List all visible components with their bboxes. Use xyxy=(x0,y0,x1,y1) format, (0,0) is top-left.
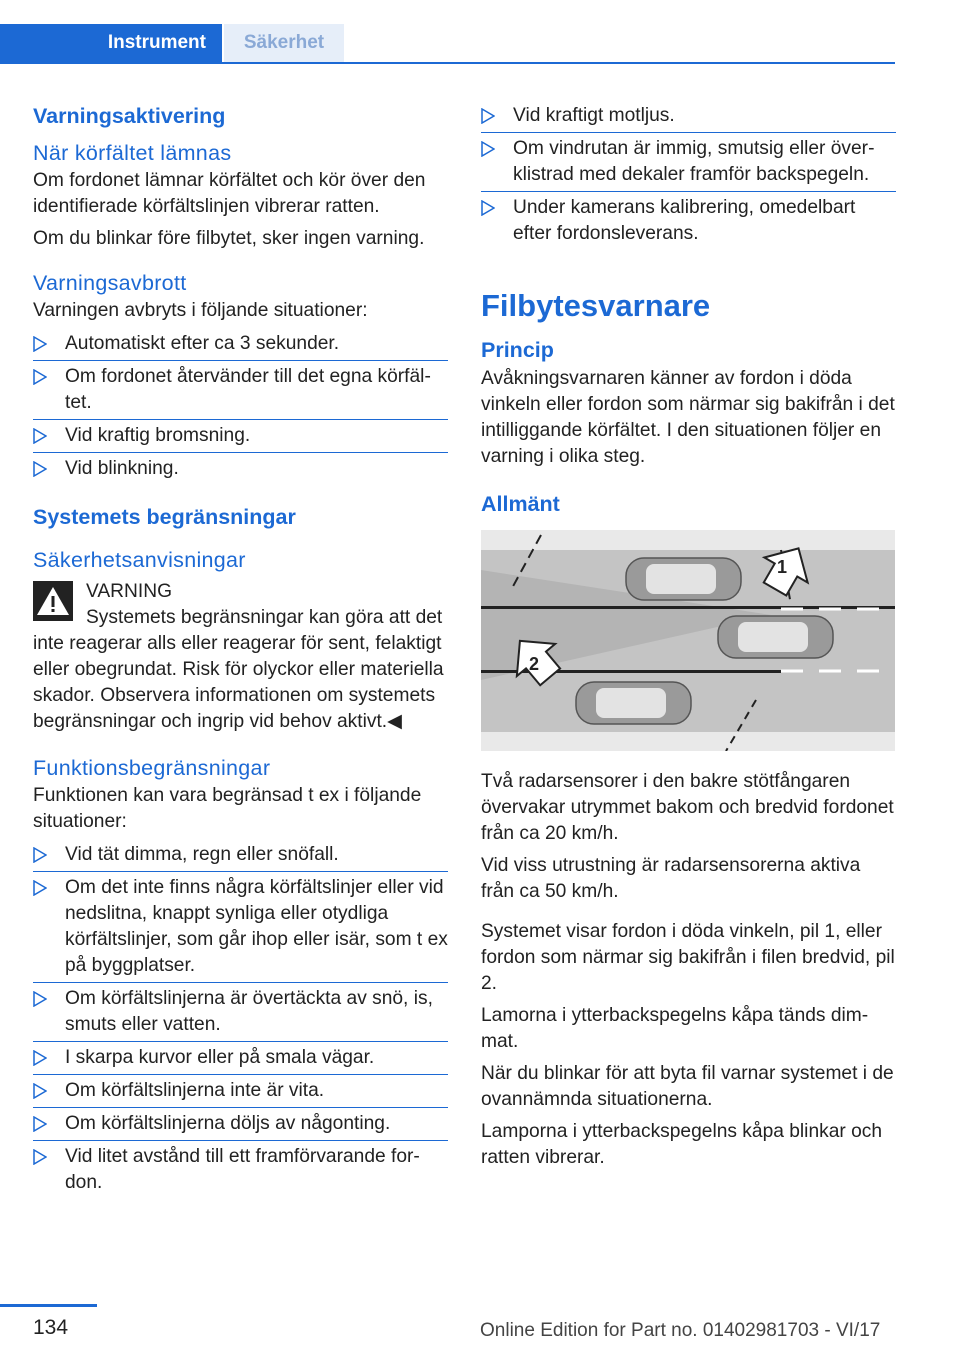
bullet-triangle-icon xyxy=(33,1149,47,1165)
list-item-text: Vid litet avstånd till ett framförvarande fordon. xyxy=(65,1146,420,1193)
list-item-text: Om det inte finns några körfältslinjer eller vid nedslitna, knappt synliga eller otydliga körfältslinjer, som går ihop eller isär, som t ex på byggplatser. xyxy=(65,877,448,976)
list-item xyxy=(33,328,448,361)
bullet-triangle-icon xyxy=(481,141,495,157)
tab-instrument[interactable] xyxy=(0,24,222,62)
bullet-triangle-icon xyxy=(33,1083,47,1099)
bullet-triangle-icon xyxy=(33,428,47,444)
heading-varningsaktivering: Varningsaktivering xyxy=(33,104,226,128)
heading-allmant: Allmänt xyxy=(481,492,560,516)
bullet-triangle-icon xyxy=(33,369,47,385)
heading-princip: Princip xyxy=(481,338,554,362)
list-item xyxy=(33,839,448,872)
paragraph: Varningen avbryts i följande situationer: xyxy=(33,300,368,321)
bullet-triangle-icon xyxy=(481,108,495,124)
list-item xyxy=(33,1042,448,1075)
paragraph: Om du blinkar före filbytet, sker ingen varning. xyxy=(33,228,425,249)
list-item xyxy=(33,453,448,485)
list-item-text: Om körfältslinjerna inte är vita. xyxy=(65,1080,325,1101)
lane-change-illustration xyxy=(481,530,895,751)
paragraph: Funktionen kan vara begränsad t ex i följande situationer: xyxy=(33,785,422,832)
list-item xyxy=(33,983,448,1042)
paragraph: Vid viss utrustning är radarsensorerna aktiva från ca 50 km/h. xyxy=(481,855,861,902)
list-item xyxy=(481,192,896,250)
heading-nar-korfaltet: När körfältet lämnas xyxy=(33,141,232,165)
bullet-triangle-icon xyxy=(33,1116,47,1132)
paragraph: Lamporna i ytterbackspegelns kåpa blinkar och ratten vibrerar. xyxy=(481,1121,883,1168)
heading-systemets-begransningar: Systemets begränsningar xyxy=(33,505,296,529)
heading-varningsavbrott: Varningsavbrott xyxy=(33,271,187,295)
list-item xyxy=(33,1075,448,1108)
list-item xyxy=(33,361,448,420)
list-item xyxy=(33,420,448,453)
figure-label-1: 1 xyxy=(777,557,788,577)
heading-sakerhetsanvisningar: Säkerhetsanvisningar xyxy=(33,548,246,572)
list-item-text: Om fordonet återvänder till det egna körfältet. xyxy=(65,366,431,413)
list-item xyxy=(33,1141,448,1199)
list-item-text: I skarpa kurvor eller på smala vägar. xyxy=(65,1047,375,1068)
list-item-text: Vid tät dimma, regn eller snöfall. xyxy=(65,844,339,865)
paragraph: När du blinkar för att byta fil varnar systemet i de ovannämnda situationerna. xyxy=(481,1063,894,1110)
list-item xyxy=(33,872,448,983)
paragraph: Om fordonet lämnar körfältet och kör över den identifierade körfältslinjen vibrerar ratten. xyxy=(33,170,426,217)
edition-footer: Online Edition for Part no. 01402981703 - VI/17 xyxy=(480,1320,881,1341)
bullet-triangle-icon xyxy=(33,991,47,1007)
warning-body xyxy=(33,605,448,735)
list-item-text: Om körfältslinjerna döljs av någonting. xyxy=(65,1113,391,1134)
heading-funktionsbegransningar: Funktionsbegränsningar xyxy=(33,756,271,780)
list-item-text: Om körfältslinjerna är övertäckta av snö, is, smuts eller vatten. xyxy=(65,988,433,1035)
paragraph: Lamorna i ytterbackspegelns kåpa tänds dimmat. xyxy=(481,1005,869,1052)
footer-rule xyxy=(0,1304,97,1307)
road-diagram xyxy=(481,530,895,751)
bullet-triangle-icon xyxy=(33,1050,47,1066)
list-item xyxy=(481,100,896,133)
list-item-text: Vid kraftigt motljus. xyxy=(513,105,675,126)
tab-sakerhet[interactable]: Säkerhet xyxy=(224,24,344,62)
list-item-text: Vid kraftig bromsning. xyxy=(65,425,251,446)
bullet-triangle-icon xyxy=(481,200,495,216)
bullet-triangle-icon xyxy=(33,336,47,352)
paragraph: Två radarsensorer i den bakre stötfångaren övervakar utrymmet bakom och bredvid fordonet från ca 20 km/h. xyxy=(481,771,894,844)
warning-triangle-icon xyxy=(33,581,73,621)
header-tabbar xyxy=(0,24,895,64)
list-item-text: Automatiskt efter ca 3 sekunder. xyxy=(65,333,340,354)
page-number: 134 xyxy=(33,1316,69,1339)
list-item-text: Om vindrutan är immig, smutsig eller överklistrad med dekaler framför backspegeln. xyxy=(513,138,875,185)
heading-filbytesvarnare: Filbytesvarnare xyxy=(481,288,711,323)
bullet-list-avbrott xyxy=(33,328,448,485)
warning-box xyxy=(33,579,448,735)
left-column xyxy=(33,100,448,1199)
list-item xyxy=(33,1108,448,1141)
list-item xyxy=(481,133,896,192)
paragraph: Avåkningsvarnaren känner av fordon i döda vinkeln eller fordon som närmar sig bakifrån i det intilliggande körfältet. I den situationen följer en varning i olika steg. xyxy=(481,368,895,467)
warning-body-text: Systemets begränsningar kan göra att det inte reagerar alls eller reagerar för sent, felaktigt eller obegrundat. Risk för olyckor eller materiella skador. Observera informationen om systemets begränsningar och ingrip vid behov aktivt.◀ xyxy=(33,607,444,732)
warning-title: VARNING xyxy=(86,581,172,602)
bullet-triangle-icon xyxy=(33,880,47,896)
bullet-list-funktion xyxy=(33,839,448,1199)
bullet-triangle-icon xyxy=(33,847,47,863)
right-column xyxy=(481,100,896,1171)
figure-label-2: 2 xyxy=(529,654,540,674)
list-item-text: Under kamerans kalibrering, omedelbart efter fordonsleverans. xyxy=(513,197,856,244)
bullet-triangle-icon xyxy=(33,461,47,477)
bullet-list-continued xyxy=(481,100,896,250)
paragraph: Systemet visar fordon i döda vinkeln, pil 1, eller fordon som närmar sig bakifrån i filen bredvid, pil 2. xyxy=(481,921,895,994)
tab-instrument-label: Instrument xyxy=(107,32,206,53)
list-item-text: Vid blinkning. xyxy=(65,458,179,479)
